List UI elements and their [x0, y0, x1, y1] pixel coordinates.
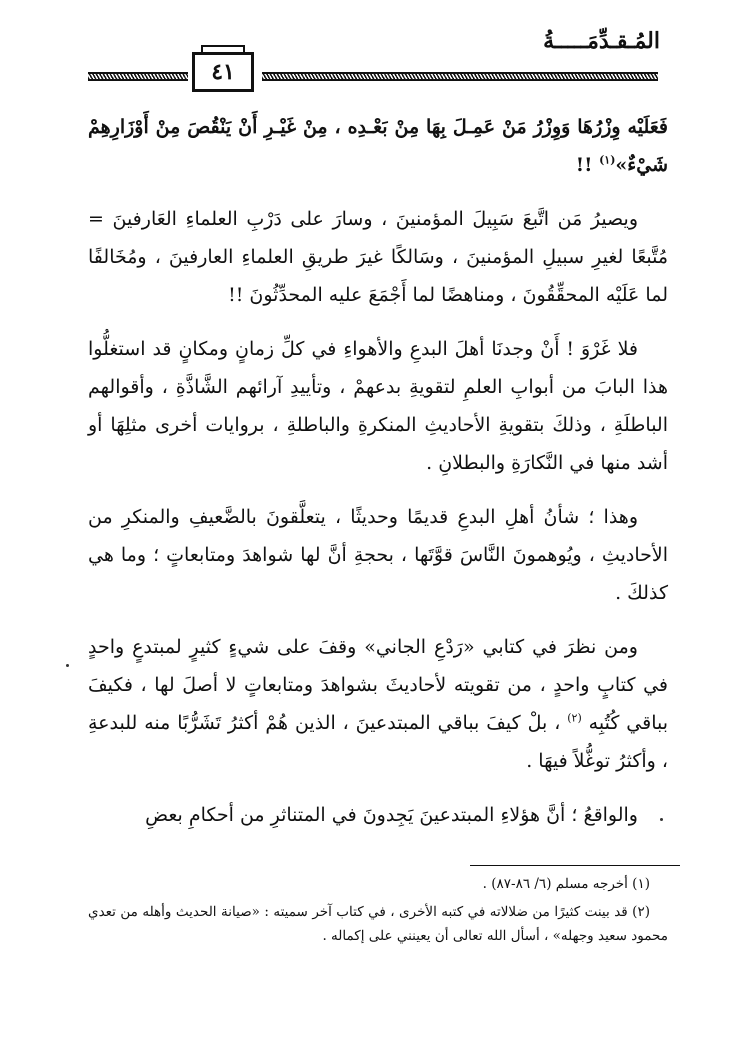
main-text: [88, 108, 668, 850]
paragraph: ويصيرُ مَن اتَّبعَ سَبِيلَ المؤمنينَ ، وسارَ على دَرْبِ العلماءِ العَارفينَ = مُتَّبعًا لغيرِ سبيلِ المؤمنينَ ، وسَالكًا غيرَ طريقِ العلماءِ العارفينَ ، ومُخَالفًا لما عَلَيْه المحقِّقُونَ ، ومناهضًا لما أَجْمَعَ عليه المحدِّثُونَ !!: [88, 208, 668, 306]
paragraph-hadith-quote: فَعَلَيْه وِزْرُهَا وَوِزْرُ مَنْ عَمِـلَ بِهَا مِنْ بَعْـدِه ، مِنْ غَيْـرِ أَنْ يَنْقُصَ مِنْ أَوْزَارِهِمْ شَيْءٌ»$^{(١)}$ !!: [88, 116, 668, 176]
paragraph: والواقعُ ؛ أنَّ هؤلاءِ المبتدعينَ يَجِدونَ في المتناثرِ من أحكامِ بعضِ: [145, 804, 638, 826]
header-rule-right: [262, 72, 658, 81]
footnote-ref-1: (١): [599, 153, 616, 167]
page-number: ٤١: [192, 52, 254, 92]
footnote-ref-2: (٢): [567, 711, 582, 725]
footnotes: [88, 872, 668, 952]
header-rule-left: [88, 72, 188, 81]
footnote-1: (١) أخرجه مسلم (٦/ ٨٦-٨٧) .: [482, 876, 650, 892]
paragraph: فلا غَرْوَ ! أَنْ وجدنَا أهلَ البدعِ والأهواءِ في كلِّ زمانٍ ومكانٍ قد استغلُّوا هذا البابَ من أبوابِ العلمِ لتقويةِ بدعهمْ ، وتأييدِ آرائهم الشَّاذَّةِ ، وأقوالهم الباطلَةِ ، وذلكَ بتقويةِ الأحاديثِ المنكرةِ والباطلةِ ، بروايات أخرى مثلِهَا أو أشد منها في النَّكارَةِ والبطلانِ .: [88, 338, 668, 474]
margin-mark: [660, 818, 663, 821]
running-head: المُـقـدِّمَـــــةُ: [543, 28, 660, 54]
paragraph: ومن نظرَ في كتابي «رَدْعِ الجاني» وقفَ على شيءٍ كثيرٍ لمبتدعٍ واحدٍ في كتابٍ واحدٍ ، من تقويته لأحاديثَ بشواهدَ ومتابعاتٍ لا أصلَ لها ، فكيفَ بباقي كُتُبِه $^{(٢)}$ ، بلْ كيفَ بباقي المبتدعينَ ، الذين هُمْ أكثرُ تَشَرُّبًا منه للبدعةِ ، وأكثرُ توغُّلاً فيهَا .: [88, 636, 669, 772]
footnote-2: (٢) قد بينت كثيرًا من ضلالاته في كتبه الأخرى ، في كتاب آخر سميته : «صيانة الحديث وأهله من تعدي محمود سعيد وجهله» ، أسأل الله تعالى أن يعينني على إكماله .: [88, 904, 668, 944]
paragraph: وهذا ؛ شأنُ أهلِ البدعِ قديمًا وحديثًا ، يتعلَّقونَ بالضَّعيفِ والمنكرِ من الأحاديثِ ، ويُوهمونَ النَّاسَ قوَّتَها ، بحجةِ أنَّ لها شواهدَ ومتابعاتٍ ؛ وما هي كذلكَ .: [88, 506, 668, 604]
margin-mark: [66, 664, 69, 667]
footnote-separator: [470, 865, 680, 866]
